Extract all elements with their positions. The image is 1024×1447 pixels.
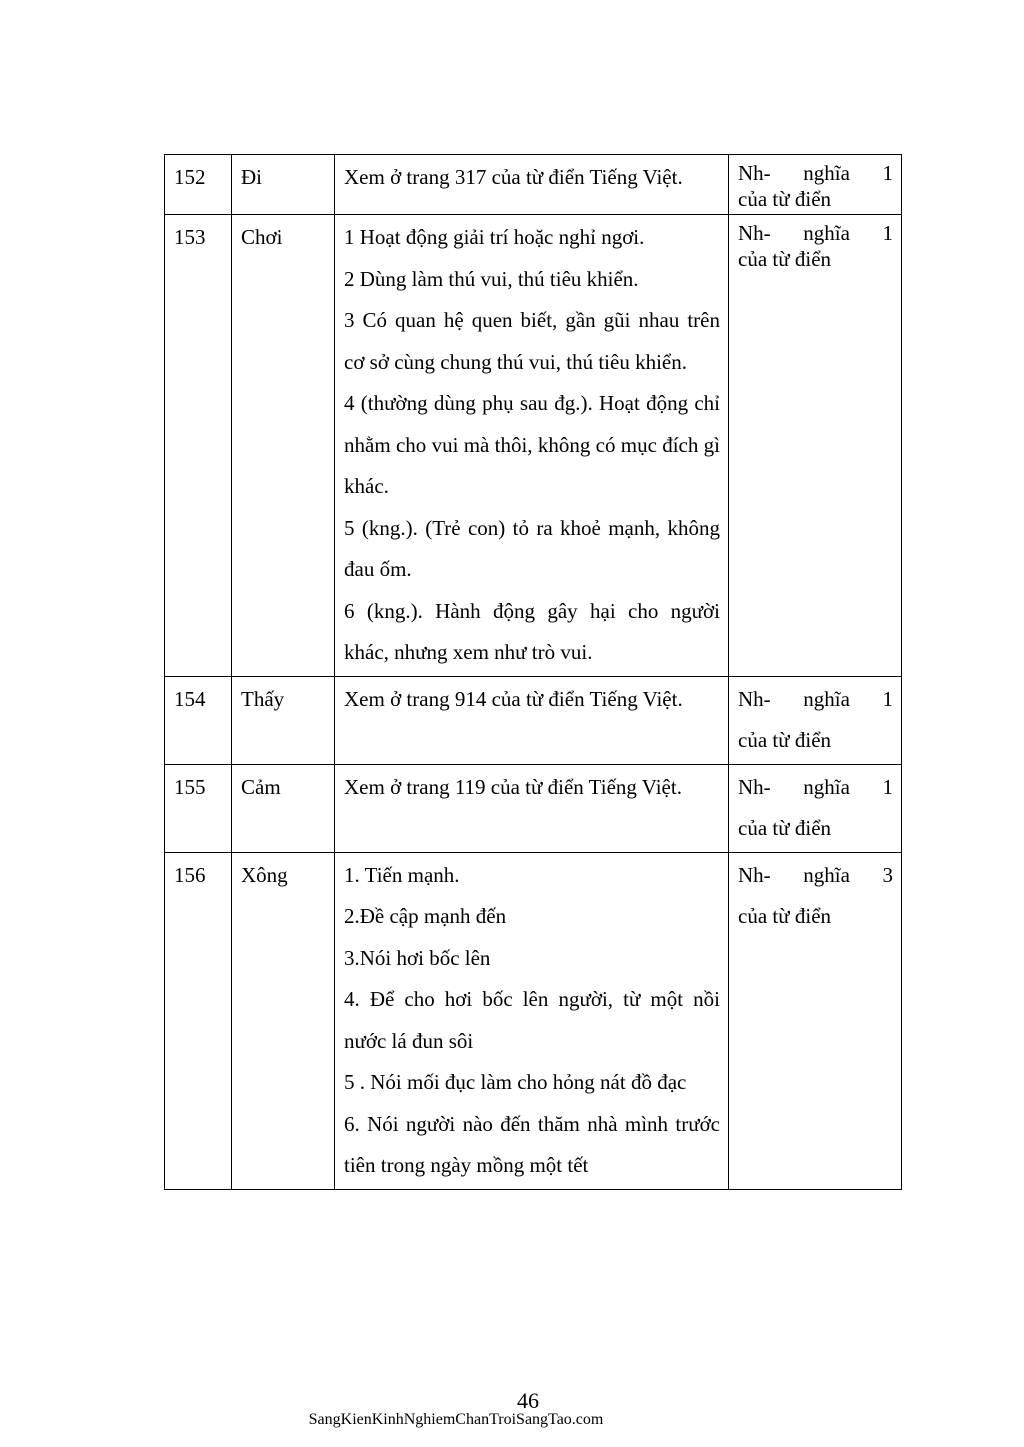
definition-line: 3.Nói hơi bốc lên: [344, 945, 491, 970]
note-suffix: của từ điển: [738, 187, 832, 211]
definition-line: 3 Có quan hệ quen biết, gần gũi nhau trên cơ sở cùng chung thú vui, thú tiêu khiển.: [344, 308, 720, 374]
note-suffix: của từ điển: [738, 728, 832, 752]
entry-definitions: [335, 852, 729, 1189]
definition-line: 1. Tiến mạnh.: [344, 862, 460, 887]
note-prefix: Nh-: [738, 221, 771, 245]
note-label: nghĩa: [803, 161, 850, 185]
note-prefix: Nh-: [738, 774, 771, 799]
entry-number: 156: [165, 852, 232, 1189]
table-row: [165, 676, 902, 764]
definition-line: 1 Hoạt động giải trí hoặc nghỉ ngơi.: [344, 225, 645, 249]
definition-line: 6 (kng.). Hành động gây hại cho người khác, nhưng xem như trò vui.: [344, 598, 720, 664]
entry-number: 153: [165, 215, 232, 677]
definition-line: 4. Để cho hơi bốc lên người, từ một nồi nước lá đun sôi: [344, 987, 720, 1053]
table-row: [165, 764, 902, 852]
entry-definitions: [335, 764, 729, 852]
note-prefix: Nh-: [738, 161, 771, 185]
definition-line: Xem ở trang 119 của từ điển Tiếng Việt.: [344, 774, 682, 799]
footer-site: SangKienKinhNghiemChanTroiSangTao.com: [308, 1411, 604, 1428]
entry-note: [729, 155, 902, 215]
table-row: [165, 852, 902, 1189]
note-label: nghĩa: [803, 221, 850, 245]
note-count: 3: [882, 862, 893, 887]
definition-line: 4 (thường dùng phụ sau đg.). Hoạt động chỉ nhằm cho vui mà thôi, không có mục đích gì khác.: [344, 391, 720, 498]
note-count: 1: [882, 774, 893, 799]
note-count: 1: [882, 686, 893, 711]
table-row: [165, 155, 902, 215]
entry-definitions: [335, 676, 729, 764]
entry-note: [729, 676, 902, 764]
definition-line: Xem ở trang 317 của từ điển Tiếng Việt.: [344, 165, 683, 189]
dictionary-table: [164, 154, 902, 1190]
entry-note: [729, 764, 902, 852]
note-label: nghĩa: [803, 862, 850, 887]
note-prefix: Nh-: [738, 862, 771, 887]
page-number: 46: [517, 1388, 539, 1413]
entry-note: [729, 852, 902, 1189]
entry-word: Xông: [232, 852, 335, 1189]
note-label: nghĩa: [803, 686, 850, 711]
note-count: 1: [882, 221, 893, 245]
entry-word: Chơi: [232, 215, 335, 677]
note-suffix: của từ điển: [738, 247, 832, 271]
entry-note: [729, 215, 902, 677]
note-count: 1: [882, 161, 893, 185]
entry-definitions: [335, 155, 729, 215]
table-row: [165, 215, 902, 677]
definition-line: 2 Dùng làm thú vui, thú tiêu khiển.: [344, 266, 639, 291]
note-prefix: Nh-: [738, 686, 771, 711]
definition-line: 5 (kng.). (Trẻ con) tỏ ra khoẻ mạnh, không đau ốm.: [344, 515, 720, 581]
entry-word: Thấy: [232, 676, 335, 764]
entry-number: 155: [165, 764, 232, 852]
entry-word: Cảm: [232, 764, 335, 852]
definition-line: 6. Nói người nào đến thăm nhà mình trước tiên trong ngày mồng một tết: [344, 1111, 720, 1177]
note-suffix: của từ điển: [738, 904, 832, 928]
note-label: nghĩa: [803, 774, 850, 799]
entry-number: 154: [165, 676, 232, 764]
note-suffix: của từ điển: [738, 816, 832, 840]
definition-line: 2.Đề cập mạnh đến: [344, 904, 507, 928]
entry-number: 152: [165, 155, 232, 215]
definition-line: 5 . Nói mối đục làm cho hỏng nát đồ đạc: [344, 1070, 687, 1094]
entry-word: Đi: [232, 155, 335, 215]
definition-line: Xem ở trang 914 của từ điển Tiếng Việt.: [344, 686, 683, 711]
entry-definitions: [335, 215, 729, 677]
